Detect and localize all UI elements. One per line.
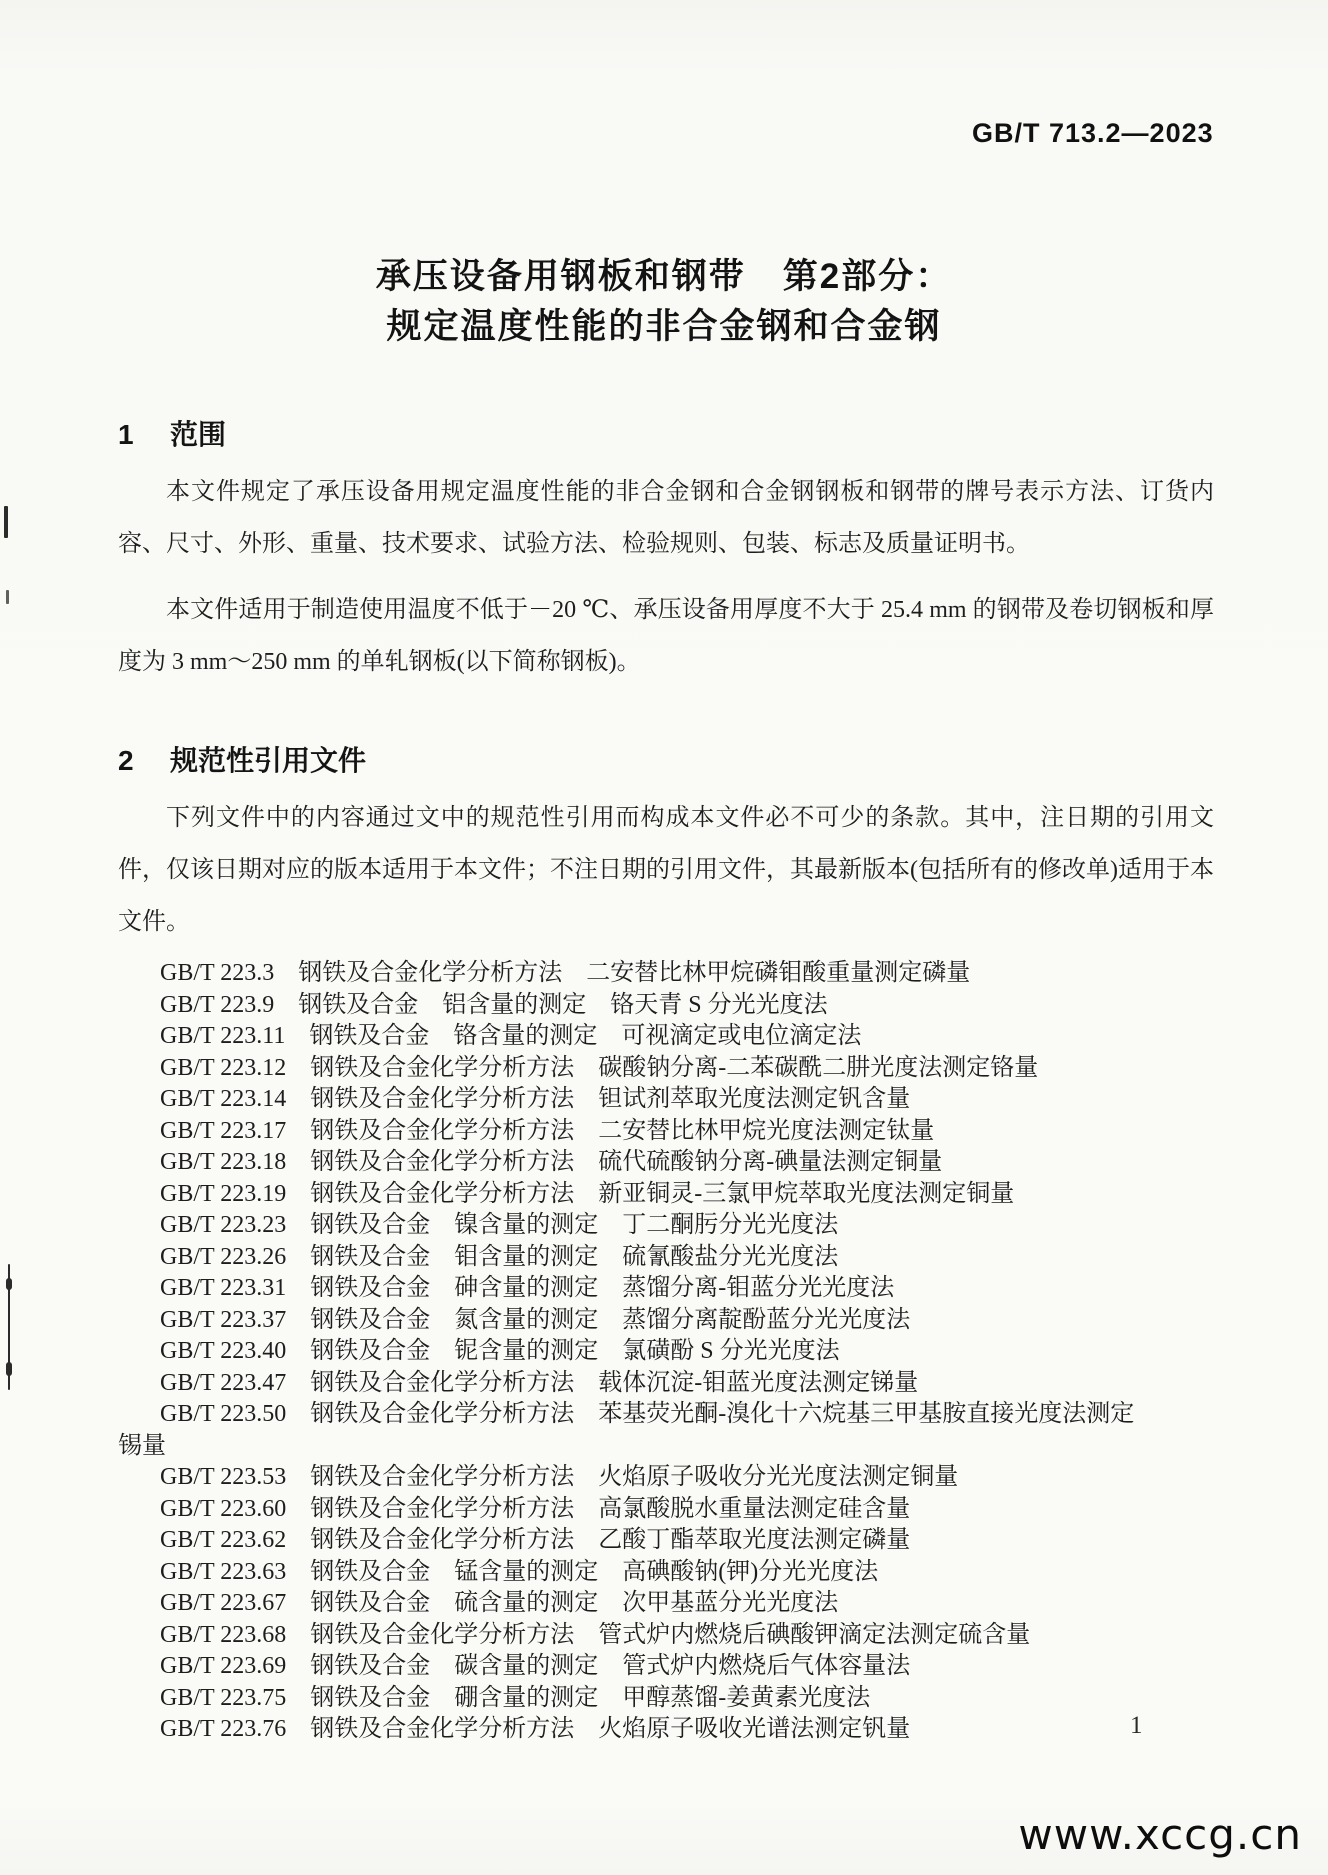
scan-artifact [6,1278,12,1290]
reference-item: GB/T 223.37 钢铁及合金 氮含量的测定 蒸馏分离靛酚蓝分光光度法 [160,1306,911,1333]
reference-item: GB/T 223.76 钢铁及合金化学分析方法 火焰原子吸收光谱法测定钒量 [160,1716,911,1742]
document-title [0,252,1328,352]
section-2-number: 2 [118,745,134,776]
section-1-number: 1 [118,419,134,450]
section-1-title: 范围 [170,419,227,450]
title-line-1: 承压设备用钢板和钢带 第2部分： [375,257,953,296]
reference-item: GB/T 223.18 钢铁及合金化学分析方法 硫代硫酸钠分离-碘量法测定铜量 [160,1149,943,1175]
scope-paragraph-2: 本文件适用于制造使用温度不低于－20 ℃、承压设备用厚度不大于 25.4 mm 的钢带及卷切钢板和厚度为 3 mm～250 mm 的单轧钢板(以下简称钢板)。 [118,597,1214,675]
reference-item: GB/T 223.67 钢铁及合金 硫含量的测定 次甲基蓝分光光度法 [160,1590,839,1616]
section-2-heading [118,744,1214,778]
references-intro: 下列文件中的内容通过文中的规范性引用而构成本文件必不可少的条款。其中，注日期的引用文件，仅该日期对应的版本适用于本文件；不注日期的引用文件，其最新版本(包括所有的修改单)适用于本文件。 [118,805,1214,935]
reference-item: GB/T 223.40 钢铁及合金 铌含量的测定 氯磺酚 S 分光光度法 [160,1338,840,1364]
section-1-heading [118,418,1214,452]
scan-artifact [6,1362,12,1376]
reference-item: GB/T 223.26 钢铁及合金 钼含量的测定 硫氰酸盐分光光度法 [160,1243,839,1270]
reference-item: GB/T 223.11 钢铁及合金 铬含量的测定 可视滴定或电位滴定法 [160,1023,862,1049]
reference-item: GB/T 223.14 钢铁及合金化学分析方法 钽试剂萃取光度法测定钒含量 [160,1086,911,1112]
reference-item: GB/T 223.9 钢铁及合金 铝含量的测定 铬天青 S 分光光度法 [160,991,828,1018]
reference-item: GB/T 223.50 钢铁及合金化学分析方法 苯基荧光酮-溴化十六烷基三甲基胺直接光度法测定 [160,1401,1135,1427]
scan-artifact [6,590,9,604]
section-2-title: 规范性引用文件 [170,745,367,776]
scan-artifact [4,506,8,538]
document-body [118,418,1214,1746]
references-list [118,958,1214,1746]
reference-item: GB/T 223.62 钢铁及合金化学分析方法 乙酸丁酯萃取光度法测定磷量 [160,1527,911,1553]
reference-item: GB/T 223.23 钢铁及合金 镍含量的测定 丁二酮肟分光光度法 [160,1212,839,1238]
reference-item: GB/T 223.60 钢铁及合金化学分析方法 高氯酸脱水重量法测定硅含量 [160,1495,911,1522]
reference-item: GB/T 223.12 钢铁及合金化学分析方法 碳酸钠分离-二苯碳酰二肼光度法测定铬量 [160,1054,1039,1081]
reference-item: GB/T 223.69 钢铁及合金 碳含量的测定 管式炉内燃烧后气体容量法 [160,1653,911,1679]
watermark-text: www.xccg.cn [1018,1810,1302,1859]
title-line-2: 规定温度性能的非合金钢和合金钢 [386,307,942,346]
reference-item: GB/T 223.68 钢铁及合金化学分析方法 管式炉内燃烧后碘酸钾滴定法测定硫含量 [160,1621,1031,1648]
reference-item: GB/T 223.47 钢铁及合金化学分析方法 载体沉淀-钼蓝光度法测定锑量 [160,1369,919,1396]
reference-item: GB/T 223.31 钢铁及合金 砷含量的测定 蒸馏分离-钼蓝分光光度法 [160,1275,895,1301]
reference-item: GB/T 223.53 钢铁及合金化学分析方法 火焰原子吸收分光光度法测定铜量 [160,1464,959,1490]
page-number: 1 [1130,1712,1143,1739]
reference-item: GB/T 223.19 钢铁及合金化学分析方法 新亚铜灵-三氯甲烷萃取光度法测定铜量 [160,1180,1015,1207]
reference-item: 锡量 [118,1432,166,1459]
reference-item: GB/T 223.63 钢铁及合金 锰含量的测定 高碘酸钠(钾)分光光度法 [160,1558,879,1585]
reference-item: GB/T 223.75 钢铁及合金 硼含量的测定 甲醇蒸馏-姜黄素光度法 [160,1684,871,1711]
scope-paragraph-1: 本文件规定了承压设备用规定温度性能的非合金钢和合金钢钢板和钢带的牌号表示方法、订货内容、尺寸、外形、重量、技术要求、试验方法、检验规则、包装、标志及质量证明书。 [118,479,1214,557]
reference-item: GB/T 223.3 钢铁及合金化学分析方法 二安替比林甲烷磷钼酸重量测定磷量 [160,960,971,986]
reference-item: GB/T 223.17 钢铁及合金化学分析方法 二安替比林甲烷光度法测定钛量 [160,1117,935,1144]
standard-code: GB/T 713.2—2023 [972,118,1214,148]
